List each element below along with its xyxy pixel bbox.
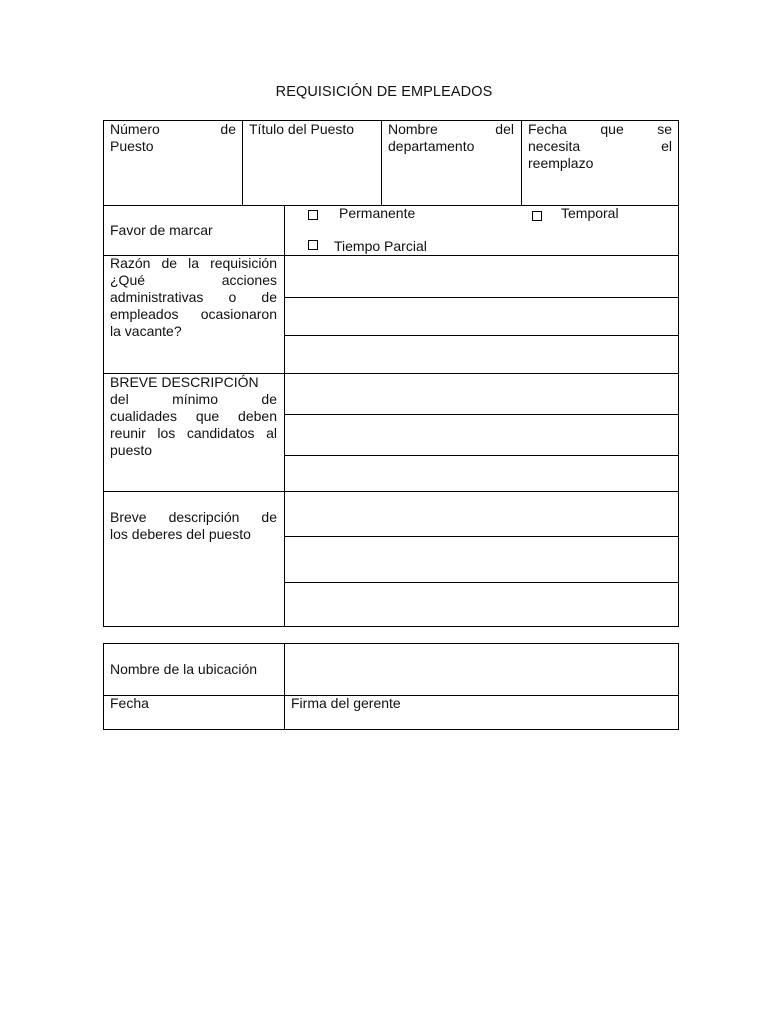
divider <box>284 335 679 336</box>
divider <box>521 120 522 205</box>
ubicacion-table <box>103 643 679 730</box>
favor-marcar-label: Favor de marcar <box>110 222 213 238</box>
divider <box>381 120 382 205</box>
divider <box>284 297 679 298</box>
descripcion-deberes-label: Breve descripción de los deberes del puesto <box>110 509 277 542</box>
divider <box>284 205 285 627</box>
divider <box>284 643 285 730</box>
temporal-label: Temporal <box>561 205 619 221</box>
permanente-checkbox[interactable] <box>308 210 318 220</box>
divider <box>284 455 679 456</box>
divider <box>284 536 679 537</box>
tiempo-parcial-checkbox[interactable] <box>308 240 318 250</box>
fecha-reemplazo-label: Fecha que se necesita el reemplazo <box>528 121 672 171</box>
divider <box>103 491 679 492</box>
permanente-label: Permanente <box>339 205 416 221</box>
firma-gerente-label: Firma del gerente <box>291 695 401 711</box>
descripcion-cualidades-label: BREVE DESCRIPCIÓN del mínimo de cualidades que deben reunir los candidatos al puesto <box>110 374 277 458</box>
fecha-label: Fecha <box>110 695 149 711</box>
numero-puesto-label: Número de Puesto <box>110 121 236 154</box>
temporal-checkbox[interactable] <box>532 211 542 221</box>
divider <box>284 255 679 256</box>
divider <box>284 414 679 415</box>
nombre-departamento-label: Nombre del departamento <box>388 121 514 154</box>
tiempo-parcial-label: Tiempo Parcial <box>334 238 427 254</box>
titulo-puesto-label: Título del Puesto <box>249 121 355 137</box>
divider <box>284 582 679 583</box>
divider <box>242 120 243 205</box>
page-title: REQUISICIÓN DE EMPLEADOS <box>275 84 493 100</box>
nombre-ubicacion-label: Nombre de la ubicación <box>110 661 258 677</box>
razon-requisicion-label: Razón de la requisición ¿Qué acciones administrativas o de empleados ocasionaron la vacante? <box>110 255 277 339</box>
